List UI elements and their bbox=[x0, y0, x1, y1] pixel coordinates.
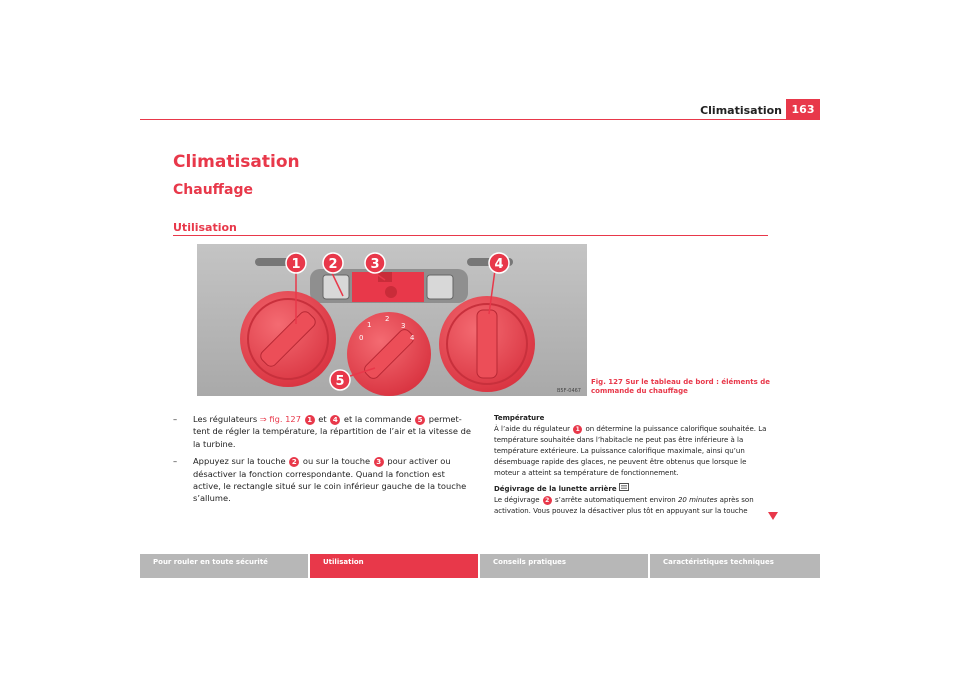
continue-arrow-icon[interactable] bbox=[768, 512, 778, 520]
svg-text:5: 5 bbox=[335, 374, 345, 389]
item-badge-3: 3 bbox=[374, 457, 384, 467]
figure-link[interactable]: ⇒ fig. 127 bbox=[259, 414, 301, 424]
rear-defrost-icon bbox=[619, 483, 629, 491]
footer-tab-technical-specs[interactable]: Caractéristiques techniques bbox=[650, 554, 820, 578]
svg-text:1: 1 bbox=[291, 257, 301, 272]
scale-4: 4 bbox=[410, 334, 415, 342]
control-panel-figure bbox=[197, 244, 587, 396]
text-run: s’arrête automatiquement environ bbox=[552, 496, 678, 504]
item-badge-2: 2 bbox=[543, 496, 552, 505]
right-rocker bbox=[427, 275, 453, 299]
item-badge-4: 4 bbox=[330, 415, 340, 425]
scale-1: 1 bbox=[367, 321, 372, 329]
subsection-rule bbox=[173, 235, 768, 236]
running-header-title: Climatisation bbox=[700, 104, 782, 117]
callout-1 bbox=[286, 253, 306, 273]
callout-3 bbox=[365, 253, 385, 273]
figure-caption-label: Fig. 127 bbox=[591, 378, 623, 386]
list-dash: – bbox=[173, 456, 178, 467]
recirculation-button bbox=[385, 286, 397, 298]
chapter-title: Climatisation bbox=[173, 152, 300, 172]
text-run: permet-tent de régler la température, la répartition de l’air et la vitesse de la turbine. bbox=[193, 414, 471, 449]
temperature-heading: Température bbox=[494, 414, 545, 422]
text-run: Les régulateurs bbox=[193, 414, 260, 424]
figure-caption bbox=[591, 378, 771, 396]
text-run: Appuyez sur la touche bbox=[193, 456, 289, 467]
svg-text:3: 3 bbox=[370, 257, 380, 272]
footer-tab-practical-tips[interactable]: Conseils pratiques bbox=[480, 554, 648, 578]
rear-defrost-heading bbox=[494, 483, 774, 495]
text-run: et la commande bbox=[341, 414, 415, 424]
callout-5 bbox=[330, 370, 350, 390]
left-column bbox=[173, 413, 473, 510]
rear-defrost-paragraph bbox=[494, 495, 774, 517]
list-dash: – bbox=[173, 414, 178, 424]
item-badge-2: 2 bbox=[289, 457, 299, 467]
header-rule bbox=[140, 119, 820, 120]
text-run: et bbox=[315, 414, 330, 424]
scale-3: 3 bbox=[401, 322, 406, 330]
scale-2: 2 bbox=[385, 315, 390, 323]
text-run: Le dégivrage bbox=[494, 496, 542, 504]
text-run: ou sur la touche bbox=[300, 456, 373, 467]
item-badge-1: 1 bbox=[305, 415, 315, 425]
figure-code: B5F-0467 bbox=[556, 388, 581, 394]
emphasis-text: 20 minutes bbox=[677, 496, 718, 504]
left-rocker bbox=[323, 275, 349, 299]
footer-tab-usage[interactable]: Utilisation bbox=[310, 554, 478, 578]
temperature-paragraph bbox=[494, 424, 774, 479]
text-run: À l’aide du régulateur bbox=[494, 425, 573, 433]
text-run: on détermine la puissance calorifique souhaitée. La température souhaitée dans l’habitacle ne peut pas être inférieure à la température extérieure. La puissance calorifique maximale, ainsi qu’un désembuage rapide des glaces, ne peuvent être obtenus que lorsque le moteur a atteint sa température de fonctionnement. bbox=[494, 425, 767, 477]
page-number: 163 bbox=[786, 99, 820, 120]
callout-2 bbox=[323, 253, 343, 273]
list-item bbox=[173, 413, 473, 450]
list-item bbox=[173, 455, 473, 505]
svg-text:4: 4 bbox=[494, 257, 504, 272]
text-run: pour activer ou désactiver la fonction correspondante. Quand la fonction est active, le rectangle situé sur le coin inférieur gauche de la touche s’allume. bbox=[193, 456, 467, 504]
control-panel-illustration bbox=[197, 244, 587, 396]
footer-tab-safety[interactable]: Pour rouler en toute sécurité bbox=[140, 554, 308, 578]
right-column bbox=[494, 413, 774, 521]
svg-text:2: 2 bbox=[328, 257, 338, 272]
scale-0: 0 bbox=[359, 334, 364, 342]
callout-4 bbox=[489, 253, 509, 273]
figure-caption-text: Sur le tableau de bord : éléments de commande du chauffage bbox=[591, 378, 770, 395]
item-badge-1: 1 bbox=[573, 425, 582, 434]
text-run: après son activation. Vous pouvez la désactiver plus tôt en appuyant sur la touche bbox=[494, 496, 754, 515]
text-run: Dégivrage de la lunette arrière bbox=[494, 485, 617, 493]
subsection-title: Utilisation bbox=[173, 221, 237, 234]
section-title: Chauffage bbox=[173, 182, 253, 198]
item-badge-5: 5 bbox=[415, 415, 425, 425]
